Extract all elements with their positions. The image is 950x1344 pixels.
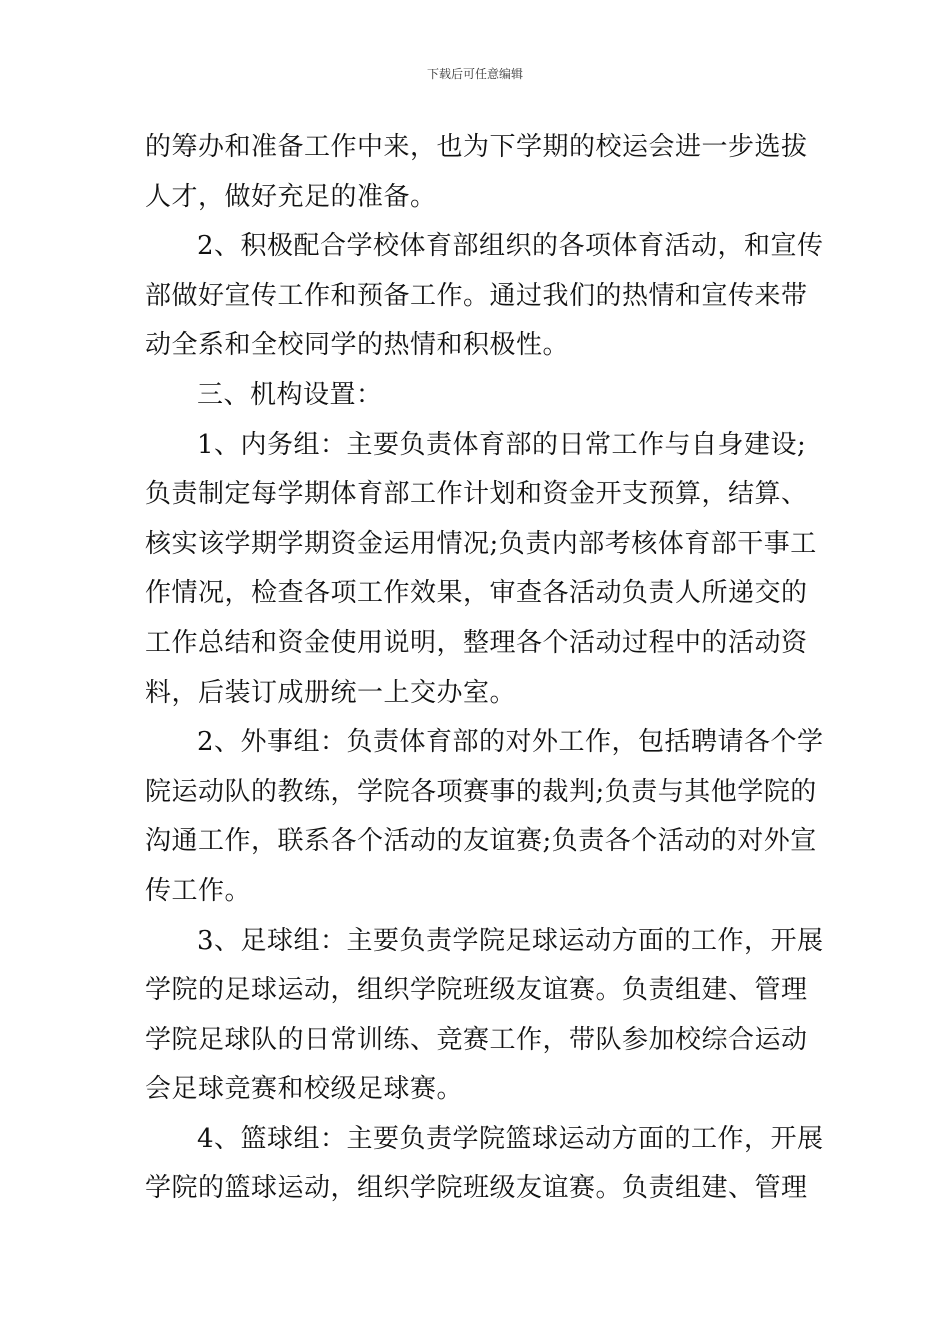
text-line: 的筹办和准备工作中来，也为下学期的校运会进一步选拔 <box>145 132 808 162</box>
paragraph-2 <box>145 222 824 371</box>
text-line: 学院足球队的日常训练、竞赛工作，带队参加校综合运动 <box>145 1024 808 1055</box>
paragraph-basketball <box>145 1115 824 1214</box>
text-line: 三、机构设置： <box>197 379 383 410</box>
text-line: 传工作。 <box>145 875 252 906</box>
text-line: 人才，做好充足的准备。 <box>145 181 437 212</box>
text-line: 4、篮球组：主要负责学院篮球运动方面的工作，开展 <box>197 1123 824 1154</box>
text-line: 学院的篮球运动，组织学院班级友谊赛。负责组建、管理 <box>145 1173 808 1204</box>
document-body <box>145 123 824 1214</box>
text-line: 动全系和全校同学的热情和积极性。 <box>145 330 570 361</box>
text-line: 核实该学期学期资金运用情况;负责内部考核体育部干事工 <box>145 528 817 559</box>
paragraph-external-affairs <box>145 718 824 916</box>
text-line: 1、内务组：主要负责体育部的日常工作与自身建设; <box>197 429 807 460</box>
text-line: 部做好宣传工作和预备工作。通过我们的热情和宣传来带 <box>145 280 808 311</box>
text-line: 沟通工作，联系各个活动的友谊赛;负责各个活动的对外宣 <box>145 826 817 857</box>
text-line: 工作总结和资金使用说明，整理各个活动过程中的活动资 <box>145 627 808 658</box>
page-header: 下载后可任意编辑 <box>426 67 523 81</box>
paragraph-football <box>145 917 824 1115</box>
section-heading <box>145 371 820 421</box>
text-line: 负责制定每学期体育部工作计划和资金开支预算，结算、 <box>145 479 808 510</box>
text-line: 院运动队的教练，学院各项赛事的裁判;负责与其他学院的 <box>145 776 817 807</box>
text-line: 料，后装订成册统一上交办室。 <box>145 677 517 708</box>
text-line: 3、足球组：主要负责学院足球运动方面的工作，开展 <box>197 925 824 956</box>
text-line: 作情况，检查各项工作效果，审查各活动负责人所递交的 <box>145 578 808 609</box>
paragraph-1 <box>145 123 820 222</box>
text-line: 学院的足球运动，组织学院班级友谊赛。负责组建、管理 <box>145 975 808 1006</box>
text-line: 2、积极配合学校体育部组织的各项体育活动，和宣传 <box>197 231 824 262</box>
text-line: 2、外事组：负责体育部的对外工作，包括聘请各个学 <box>197 727 824 758</box>
paragraph-inner-affairs <box>145 421 820 719</box>
text-line: 会足球竞赛和校级足球赛。 <box>145 1074 464 1105</box>
